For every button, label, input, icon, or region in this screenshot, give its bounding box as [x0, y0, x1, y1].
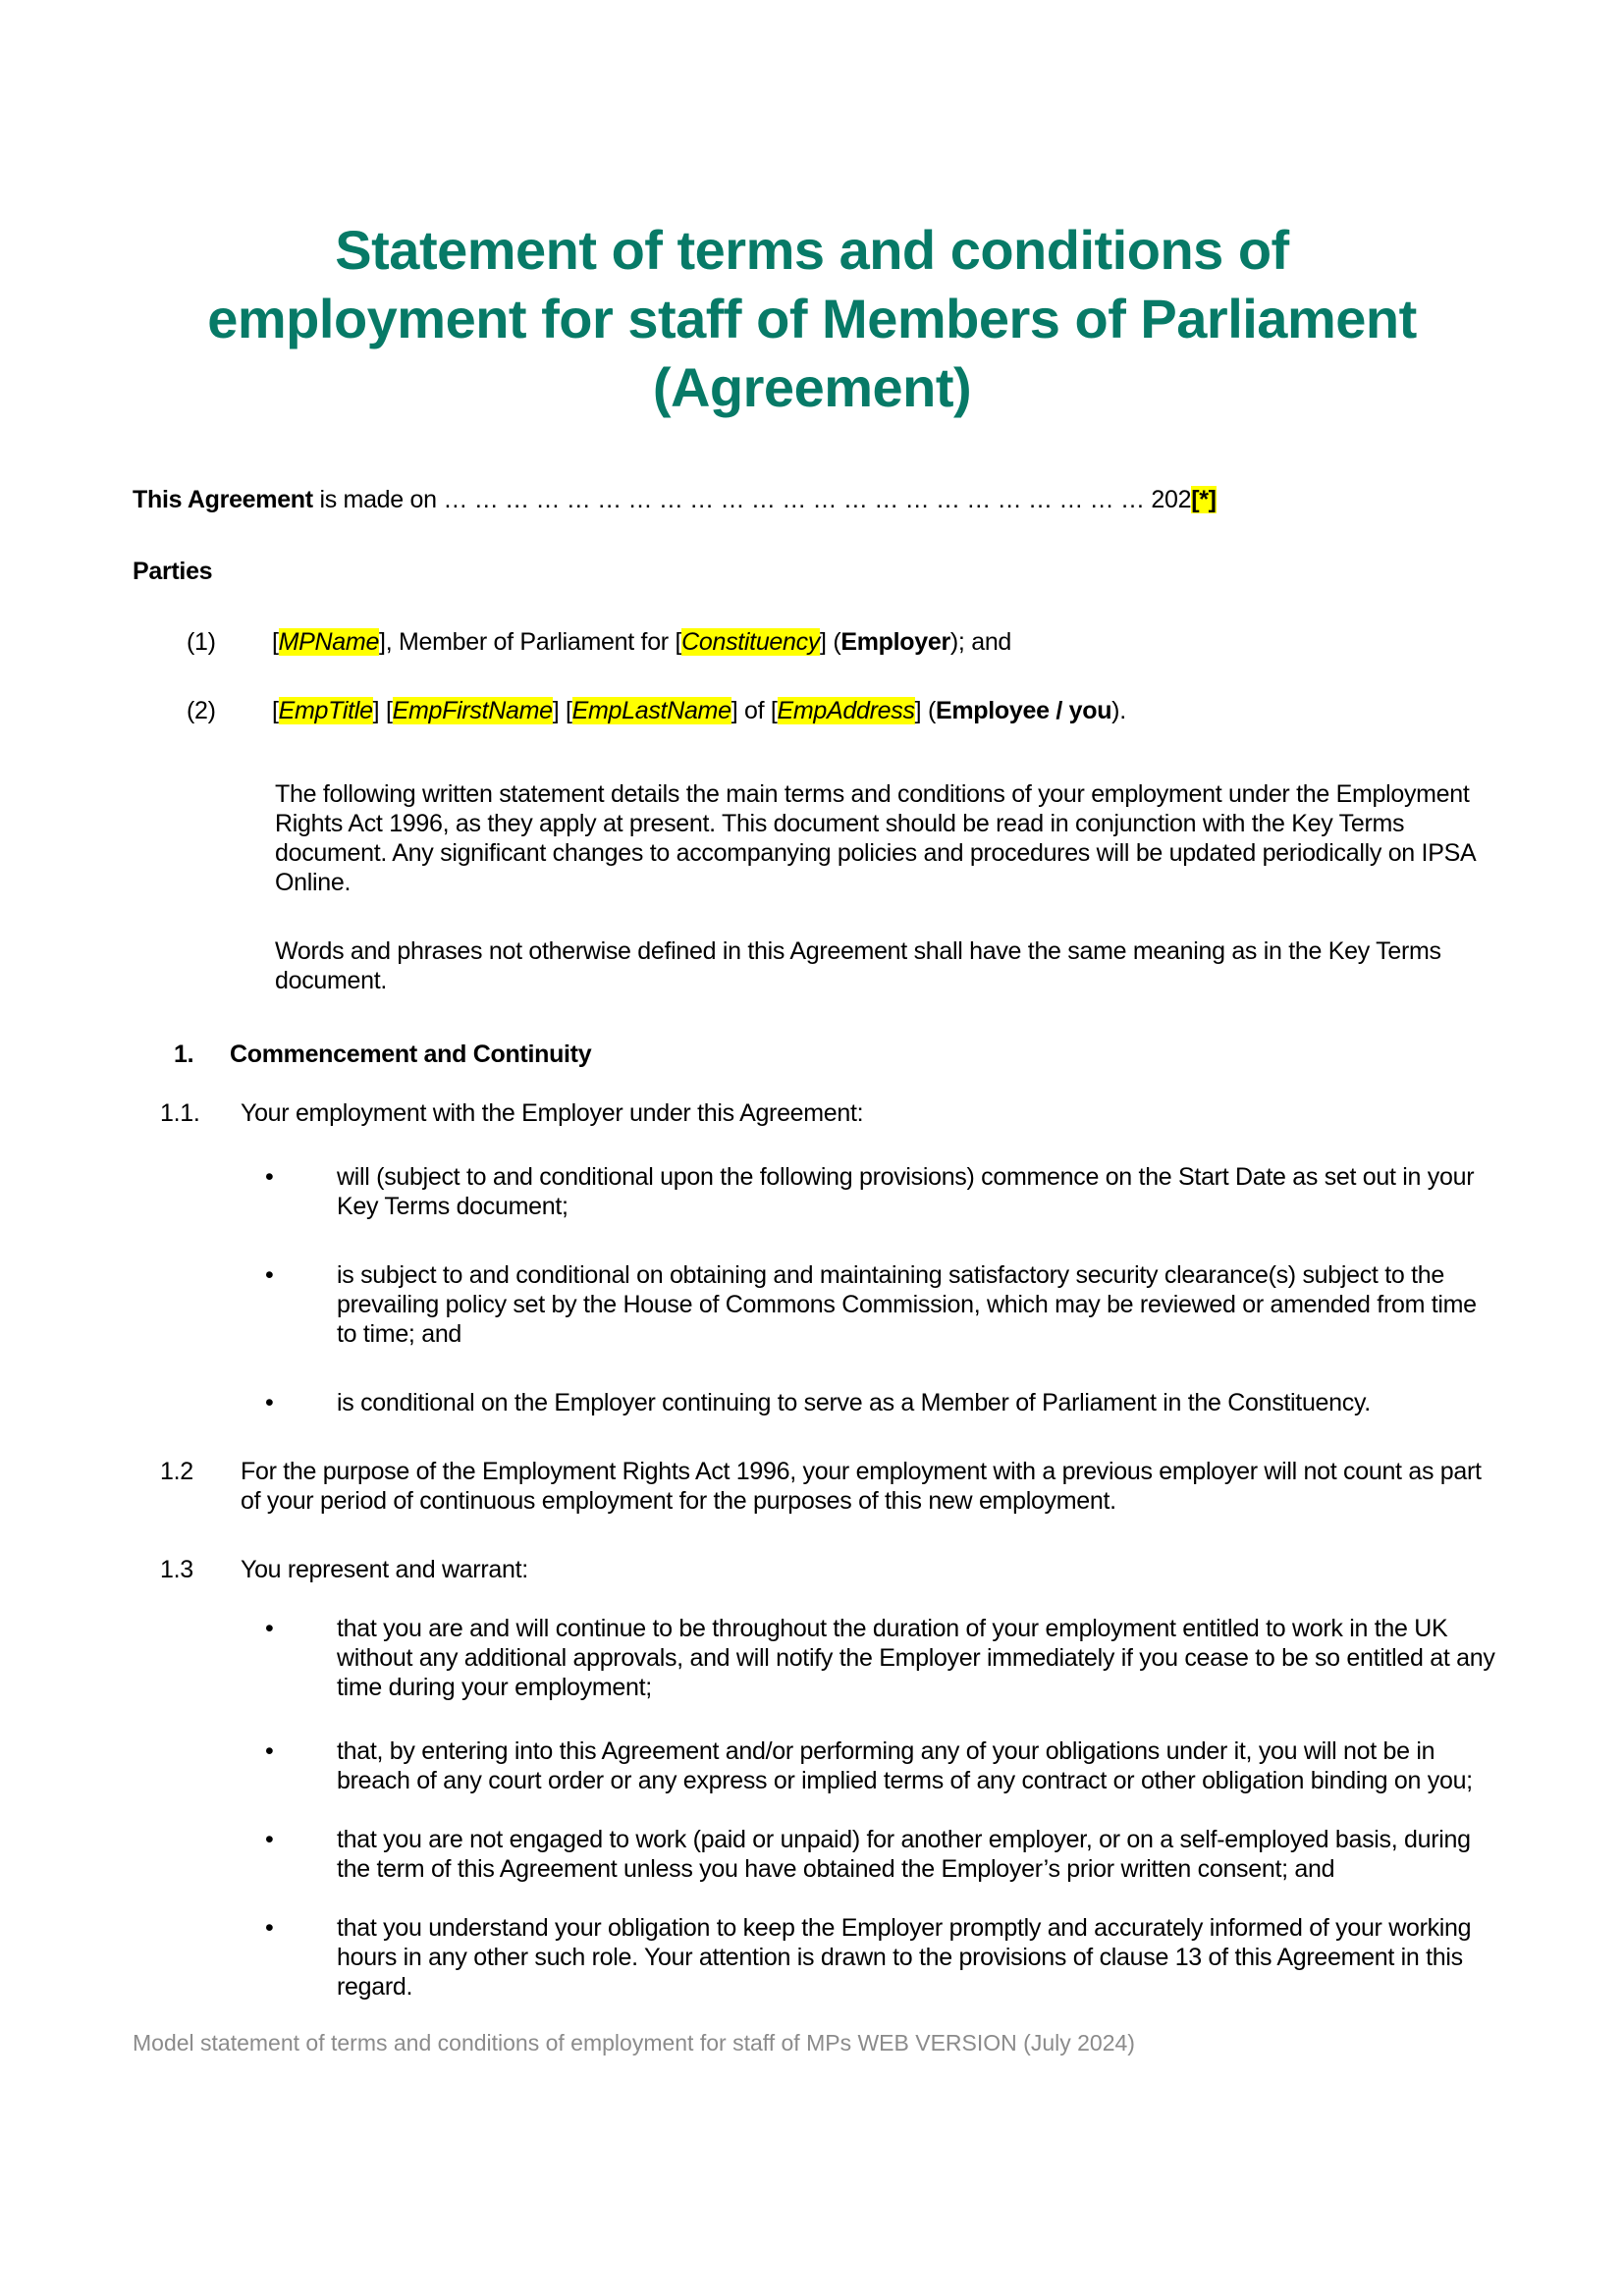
bullet-text: that you are not engaged to work (paid or unpaid) for another employer, or on a self-employed basis, during the term of this Agreement unless you have obtained the Employer’s prior written consent; and [337, 1826, 1471, 1883]
intro-paragraph-1: The following written statement details the main terms and conditions of your employment under the Employment Rights Act 1996, as they apply at present. This document should be read in conjunction with the Key Terms document. Any significant changes to accompanying policies and procedures will be updated periodically on IPSA Online. [275, 780, 1475, 896]
clause-number: 1.2 [160, 1458, 193, 1485]
party-text [272, 696, 1492, 725]
bullet-text: is conditional on the Employer continuing to serve as a Member of Parliament in the Constituency. [337, 1389, 1371, 1416]
document-title: Statement of terms and conditions of employment for staff of Members of Parliament (Agreement) [207, 219, 1417, 418]
section-title: Commencement and Continuity [230, 1041, 592, 1068]
agreement-date-line [133, 485, 1502, 514]
clause-number: 1.3 [160, 1556, 193, 1583]
agreement-made-on-text: is made on [312, 486, 444, 513]
bullet-text: that you understand your obligation to keep the Employer promptly and accurately informed of your working hours in any other such role. Your attention is drawn to the provisions of clause 13 of this Agreement in this regard. [337, 1914, 1472, 2001]
bullet-item [265, 1825, 1502, 1884]
section-1-heading [174, 1040, 1489, 1069]
party-text-run: ] ( [914, 697, 936, 724]
clause-text: You represent and warrant: [241, 1556, 528, 1583]
clause-1-3 [160, 1555, 1495, 1584]
clause-text: For the purpose of the Employment Rights Act 1996, your employment with a previous employer will not count as part of your period of continuous employment for the purposes of this new employment. [241, 1458, 1482, 1515]
party-text [272, 627, 1492, 657]
placeholder-mpname: MPName [278, 628, 380, 656]
bullet-icon: • [265, 1615, 274, 1642]
party-text-run: ] of [ [731, 697, 778, 724]
party-number: (2) [187, 697, 216, 724]
party-item-1 [187, 627, 1492, 657]
placeholder-empfirstname: EmpFirstName [392, 697, 553, 724]
bullet-icon: • [265, 1389, 274, 1416]
clause-1-1 [160, 1098, 1495, 1128]
agreement-label: This Agreement [133, 486, 313, 513]
bullet-text: that, by entering into this Agreement and/or performing any of your obligations under it, you will not be in breach of any court order or any express or implied terms of any contract or other obligation binding on you; [337, 1737, 1473, 1794]
bullet-icon: • [265, 1826, 274, 1853]
bullet-item [265, 1260, 1502, 1349]
agreement-date-dots: … … … … … … … … … … … … … … … … … … … … … … … [443, 486, 1145, 513]
bullet-text: that you are and will continue to be throughout the duration of your employment entitled to work in the UK without any additional approvals, and will notify the Employer immediately if you cease to be so entitled at any time during your employment; [337, 1615, 1495, 1701]
agreement-year-placeholder: [*] [1191, 486, 1217, 513]
page-footer: Model statement of terms and conditions of employment for staff of MPs WEB VERSION (July 2024) [133, 2030, 1135, 2056]
employer-label: Employer [840, 628, 950, 656]
employee-label: Employee / you [935, 697, 1112, 724]
party-text-run: ); and [949, 628, 1012, 656]
bracket-open: [ [272, 628, 279, 656]
bullet-icon: • [265, 1163, 274, 1191]
clause-number: 1.1. [160, 1099, 200, 1127]
placeholder-empaddress: EmpAddress [777, 697, 915, 724]
bullet-item [265, 1388, 1502, 1417]
bullet-item [265, 1614, 1502, 1702]
section-number: 1. [174, 1041, 194, 1068]
bracket-open: [ [272, 697, 279, 724]
party-item-2 [187, 696, 1492, 725]
bullet-icon: • [265, 1737, 274, 1765]
placeholder-emplastname: EmpLastName [571, 697, 731, 724]
parties-heading: Parties [133, 558, 213, 585]
party-text-run: ). [1111, 697, 1126, 724]
placeholder-emptitle: EmpTitle [278, 697, 373, 724]
bullet-item [265, 1162, 1502, 1221]
bullet-item [265, 1913, 1502, 2002]
bullet-item [265, 1736, 1502, 1795]
bullet-icon: • [265, 1261, 274, 1289]
party-text-run: ], Member of Parliament for [ [379, 628, 682, 656]
bullet-text: will (subject to and conditional upon the following provisions) commence on the Start Date as set out in your Key Terms document; [337, 1163, 1475, 1220]
agreement-year: 202 [1144, 486, 1192, 513]
clause-text: Your employment with the Employer under this Agreement: [241, 1099, 864, 1127]
bullet-icon: • [265, 1914, 274, 1942]
party-text-run: ] ( [820, 628, 841, 656]
intro-paragraph-2: Words and phrases not otherwise defined in this Agreement shall have the same meaning as in the Key Terms document. [275, 937, 1441, 994]
bullet-text: is subject to and conditional on obtaining and maintaining satisfactory security clearance(s) subject to the prevailing policy set by the House of Commons Commission, which may be reviewed or amended from time to time; and [337, 1261, 1477, 1348]
placeholder-constituency: Constituency [681, 628, 821, 656]
party-text-run: ] [ [372, 697, 393, 724]
party-number: (1) [187, 628, 216, 656]
clause-1-2 [160, 1457, 1495, 1516]
party-text-run: ] [ [552, 697, 572, 724]
